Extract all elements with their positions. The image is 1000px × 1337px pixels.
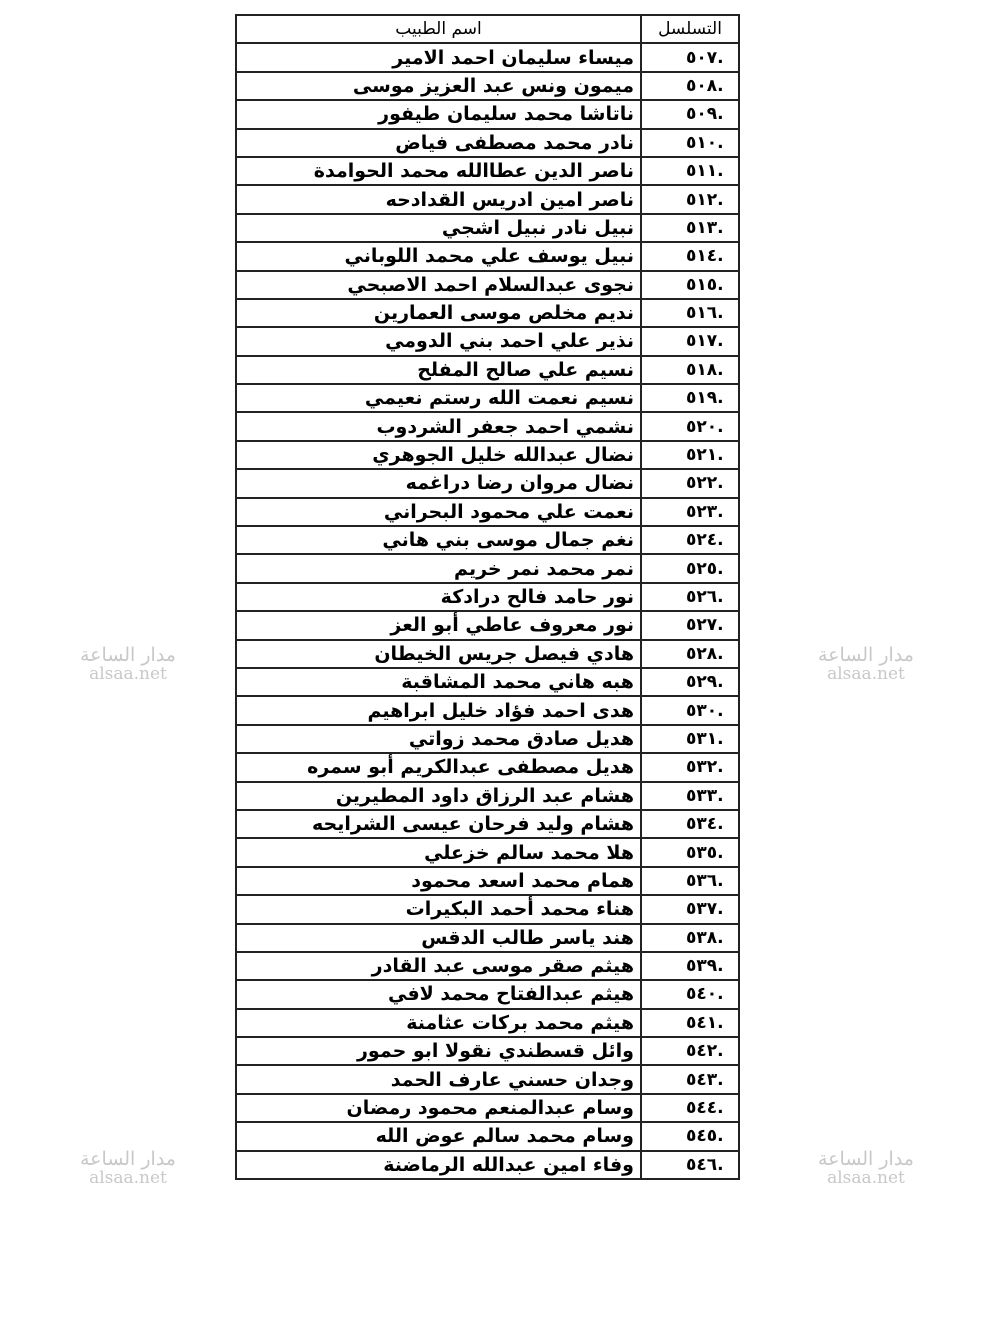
table-header-row [236,15,739,43]
row-seq: ٥٣٨. [641,924,739,952]
table-row [236,980,739,1008]
table-row [236,157,739,185]
table-row [236,43,739,71]
table-row [236,952,739,980]
watermark-right-lower [818,1150,914,1188]
table-row [236,412,739,440]
header-seq: التسلسل [641,15,739,43]
row-seq: ٥٣٥. [641,838,739,866]
table-row [236,1009,739,1037]
table-row [236,469,739,497]
watermark-right-upper [818,646,914,684]
row-seq: ٥٠٩. [641,100,739,128]
row-doctor-name: نسيم نعمت الله رستم نعيمي [236,384,641,412]
table-row [236,583,739,611]
row-seq: ٥٢٦. [641,583,739,611]
row-seq: ٥٢٨. [641,640,739,668]
row-seq: ٥١٠. [641,129,739,157]
watermark-latin: alsaa.net [827,663,905,684]
row-doctor-name: هدى احمد فؤاد خليل ابراهيم [236,696,641,724]
row-doctor-name: نشمي احمد جعفر الشردوب [236,412,641,440]
row-doctor-name: هبه هاني محمد المشاقبة [236,668,641,696]
row-doctor-name: هادي فيصل جريس الخيطان [236,640,641,668]
row-doctor-name: نعمت علي محمود البحراني [236,498,641,526]
table-row [236,271,739,299]
row-seq: ٥١٩. [641,384,739,412]
row-seq: ٥١٣. [641,214,739,242]
watermark-arabic: مدار الساعة [80,1148,176,1170]
row-doctor-name: نور معروف عاطي أبو العز [236,611,641,639]
row-seq: ٥٣٣. [641,782,739,810]
row-doctor-name: وائل قسطندي نقولا ابو حمور [236,1037,641,1065]
table-row [236,1065,739,1093]
row-doctor-name: وسام عبدالمنعم محمود رمضان [236,1094,641,1122]
header-name: اسم الطبيب [236,15,641,43]
row-doctor-name: نديم مخلص موسى العمارين [236,299,641,327]
row-seq: ٥٤٦. [641,1151,739,1179]
row-doctor-name: هشام عبد الرزاق داود المطيرين [236,782,641,810]
row-seq: ٥٣٤. [641,810,739,838]
row-seq: ٥٢٩. [641,668,739,696]
watermark-latin: alsaa.net [827,1167,905,1188]
row-doctor-name: هديل صادق محمد زواتي [236,725,641,753]
table-row [236,242,739,270]
doctors-table [235,14,740,1180]
row-seq: ٥٤١. [641,1009,739,1037]
table-row [236,185,739,213]
row-seq: ٥١٦. [641,299,739,327]
row-doctor-name: وجدان حسني عارف الحمد [236,1065,641,1093]
table-row [236,384,739,412]
row-doctor-name: ميمون ونس عبد العزيز موسى [236,72,641,100]
table-row [236,1122,739,1150]
table-row [236,810,739,838]
row-seq: ٥٢٤. [641,526,739,554]
row-doctor-name: هديل مصطفى عبدالكريم أبو سمره [236,753,641,781]
table-row [236,867,739,895]
row-seq: ٥٤٥. [641,1122,739,1150]
row-seq: ٥٢٣. [641,498,739,526]
row-doctor-name: هلا محمد سالم خزعلي [236,838,641,866]
row-seq: ٥١٢. [641,185,739,213]
table-row [236,1151,739,1179]
watermark-left-lower [80,1150,176,1188]
table-row [236,611,739,639]
row-doctor-name: نادر محمد مصطفى فياض [236,129,641,157]
row-seq: ٥٣١. [641,725,739,753]
row-seq: ٥٢٠. [641,412,739,440]
table-row [236,924,739,952]
row-seq: ٥١٤. [641,242,739,270]
row-seq: ٥٢٧. [641,611,739,639]
row-seq: ٥٣٦. [641,867,739,895]
table-row [236,554,739,582]
table-row [236,782,739,810]
row-seq: ٥٣٢. [641,753,739,781]
row-seq: ٥٠٨. [641,72,739,100]
table-body [236,43,739,1179]
table-row [236,640,739,668]
table-row [236,1094,739,1122]
row-seq: ٥٢٥. [641,554,739,582]
row-doctor-name: نغم جمال موسى بني هاني [236,526,641,554]
table-row [236,895,739,923]
row-doctor-name: هيثم محمد بركات عثامنة [236,1009,641,1037]
row-seq: ٥٤٠. [641,980,739,1008]
table-row [236,753,739,781]
row-seq: ٥١٧. [641,327,739,355]
watermark-arabic: مدار الساعة [818,1148,914,1170]
row-doctor-name: ناصر امين ادريس القدادحه [236,185,641,213]
watermark-arabic: مدار الساعة [818,644,914,666]
row-seq: ٥١٥. [641,271,739,299]
row-doctor-name: ناتاشا محمد سليمان طيفور [236,100,641,128]
row-seq: ٥١١. [641,157,739,185]
watermark-arabic: مدار الساعة [80,644,176,666]
row-seq: ٥٣٠. [641,696,739,724]
row-doctor-name: نضال مروان رضا دراغمه [236,469,641,497]
row-doctor-name: همام محمد اسعد محمود [236,867,641,895]
row-seq: ٥٢٢. [641,469,739,497]
table-row [236,668,739,696]
row-doctor-name: ناصر الدين عطاالله محمد الحوامدة [236,157,641,185]
table-row [236,129,739,157]
row-doctor-name: هند ياسر طالب الدقس [236,924,641,952]
watermark-latin: alsaa.net [89,1167,167,1188]
row-doctor-name: ميساء سليمان احمد الامير [236,43,641,71]
table-row [236,299,739,327]
table-row [236,72,739,100]
row-seq: ٥١٨. [641,356,739,384]
table-row [236,214,739,242]
row-doctor-name: نبيل نادر نبيل اشجي [236,214,641,242]
row-seq: ٥٤٤. [641,1094,739,1122]
row-seq: ٥٠٧. [641,43,739,71]
row-doctor-name: نسيم علي صالح المفلح [236,356,641,384]
watermark-left-upper [80,646,176,684]
row-doctor-name: هشام وليد فرحان عيسى الشرايحه [236,810,641,838]
row-seq: ٥٤٣. [641,1065,739,1093]
table-row [236,356,739,384]
table-row [236,1037,739,1065]
row-doctor-name: نور حامد فالح درادكة [236,583,641,611]
table-row [236,441,739,469]
row-seq: ٥٤٢. [641,1037,739,1065]
row-seq: ٥٣٩. [641,952,739,980]
table-row [236,526,739,554]
row-doctor-name: نمر محمد نمر خريم [236,554,641,582]
table-row [236,838,739,866]
table-row [236,696,739,724]
row-doctor-name: نبيل يوسف علي محمد اللوباني [236,242,641,270]
row-doctor-name: هيثم عبدالفتاح محمد لافي [236,980,641,1008]
watermark-latin: alsaa.net [89,663,167,684]
row-seq: ٥٢١. [641,441,739,469]
row-doctor-name: نذير علي احمد بني الدومي [236,327,641,355]
table-row [236,725,739,753]
row-doctor-name: هناء محمد أحمد البكيرات [236,895,641,923]
row-doctor-name: نضال عبدالله خليل الجوهري [236,441,641,469]
table-row [236,100,739,128]
row-doctor-name: وسام محمد سالم عوض الله [236,1122,641,1150]
row-seq: ٥٣٧. [641,895,739,923]
table-row [236,327,739,355]
row-doctor-name: وفاء امين عبدالله الرماضنة [236,1151,641,1179]
row-doctor-name: نجوى عبدالسلام احمد الاصبحي [236,271,641,299]
row-doctor-name: هيثم صقر موسى عبد القادر [236,952,641,980]
table-row [236,498,739,526]
